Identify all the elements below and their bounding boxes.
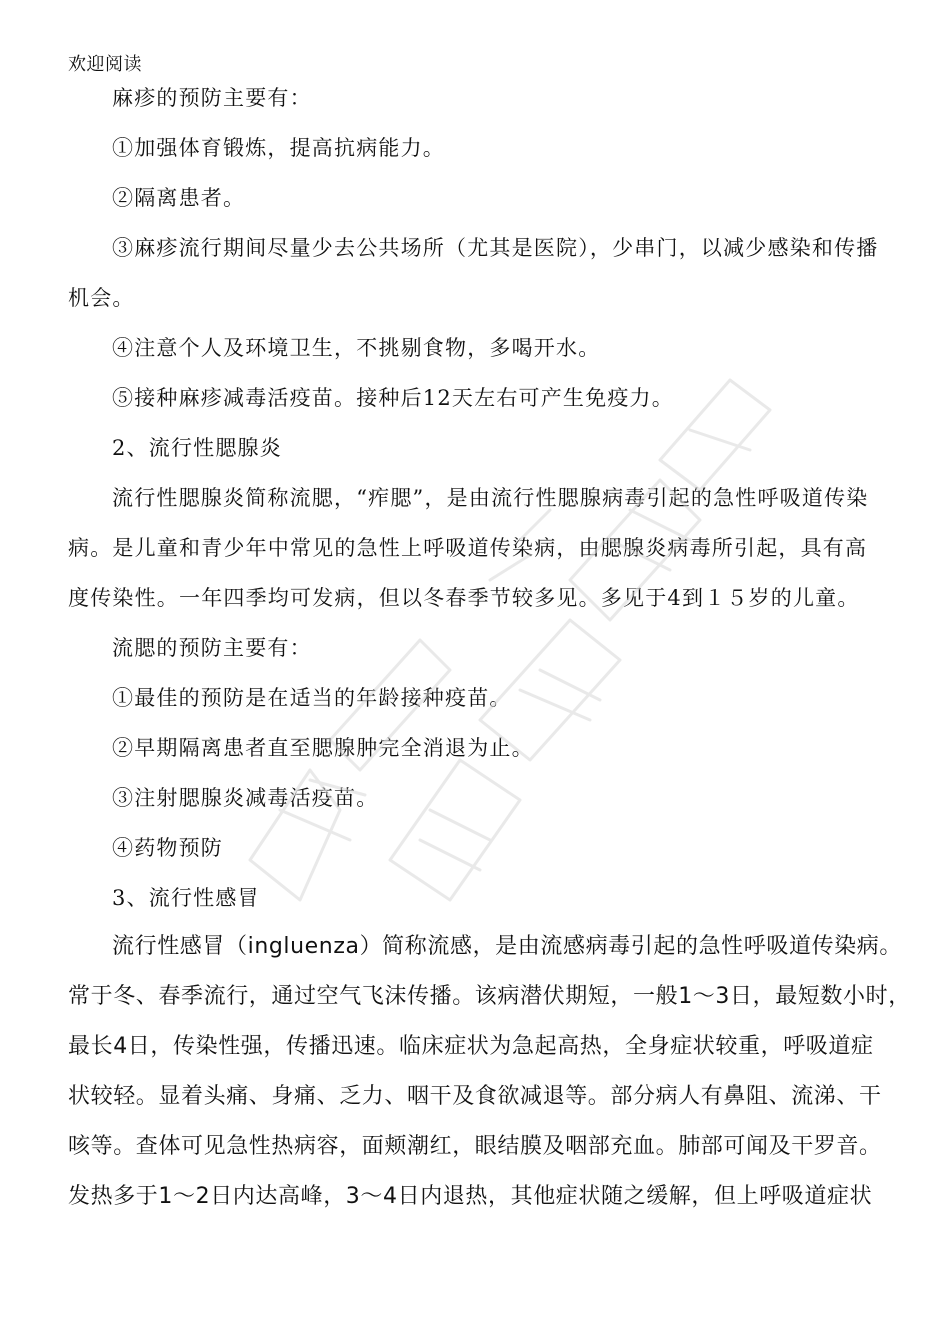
paragraph-line: 发热多于1～2日内达高峰，3～4日内退热，其他症状随之缓解，但上呼吸道症状 xyxy=(68,1184,873,1209)
paragraph-line: 流行性腮腺炎简称流腮，“痄腮”，是由流行性腮腺病毒引起的急性呼吸道传染 xyxy=(112,486,869,510)
paragraph-line: 度传染性。一年四季均可发病，但以冬春季节较多见。多见于4到１５岁的儿童。 xyxy=(68,586,860,610)
paragraph-line: 常于冬、春季流行，通过空气飞沫传播。该病潜伏期短，一般1～3日，最短数小时， xyxy=(68,984,911,1009)
paragraph-line: 流行性感冒（ingluenza）简称流感，是由流感病毒引起的急性呼吸道传染病。 xyxy=(112,934,902,959)
section-heading: 3、流行性感冒 xyxy=(112,886,260,910)
paragraph-line: 状较轻。显着头痛、身痛、乏力、咽干及食欲减退等。部分病人有鼻阻、流涕、干 xyxy=(68,1084,882,1109)
paragraph-line: 病。是儿童和青少年中常见的急性上呼吸道传染病，由腮腺炎病毒所引起，具有高 xyxy=(68,536,868,560)
list-item: ①最佳的预防是在适当的年龄接种疫苗。 xyxy=(112,686,512,710)
list-item: ②早期隔离患者直至腮腺肿完全消退为止。 xyxy=(112,736,534,760)
page-header: 欢迎阅读 xyxy=(68,54,142,75)
section-heading: 2、流行性腮腺炎 xyxy=(112,436,282,460)
list-item: ①加强体育锻炼，提高抗病能力。 xyxy=(112,136,445,160)
paragraph-line: 麻疹的预防主要有： xyxy=(112,86,312,110)
list-item: ③麻疹流行期间尽量少去公共场所（尤其是医院），少串门，以减少感染和传播 xyxy=(112,236,879,260)
list-item: ③注射腮腺炎减毒活疫苗。 xyxy=(112,786,379,810)
list-item: ④药物预防 xyxy=(112,836,223,860)
list-item: ②隔离患者。 xyxy=(112,186,246,210)
list-item: ⑤接种麻疹减毒活疫苗。接种后12天左右可产生免疫力。 xyxy=(112,386,674,410)
paragraph-line: 最长4日，传染性强，传播迅速。临床症状为急起高热，全身症状较重，呼吸道症 xyxy=(68,1034,874,1059)
list-item: ④注意个人及环境卫生，不挑剔食物，多喝开水。 xyxy=(112,336,601,360)
paragraph-line: 机会。 xyxy=(68,286,135,310)
paragraph-line: 咳等。查体可见急性热病容，面颊潮红，眼结膜及咽部充血。肺部可闻及干罗音。 xyxy=(68,1134,882,1159)
paragraph-line: 流腮的预防主要有： xyxy=(112,636,312,660)
